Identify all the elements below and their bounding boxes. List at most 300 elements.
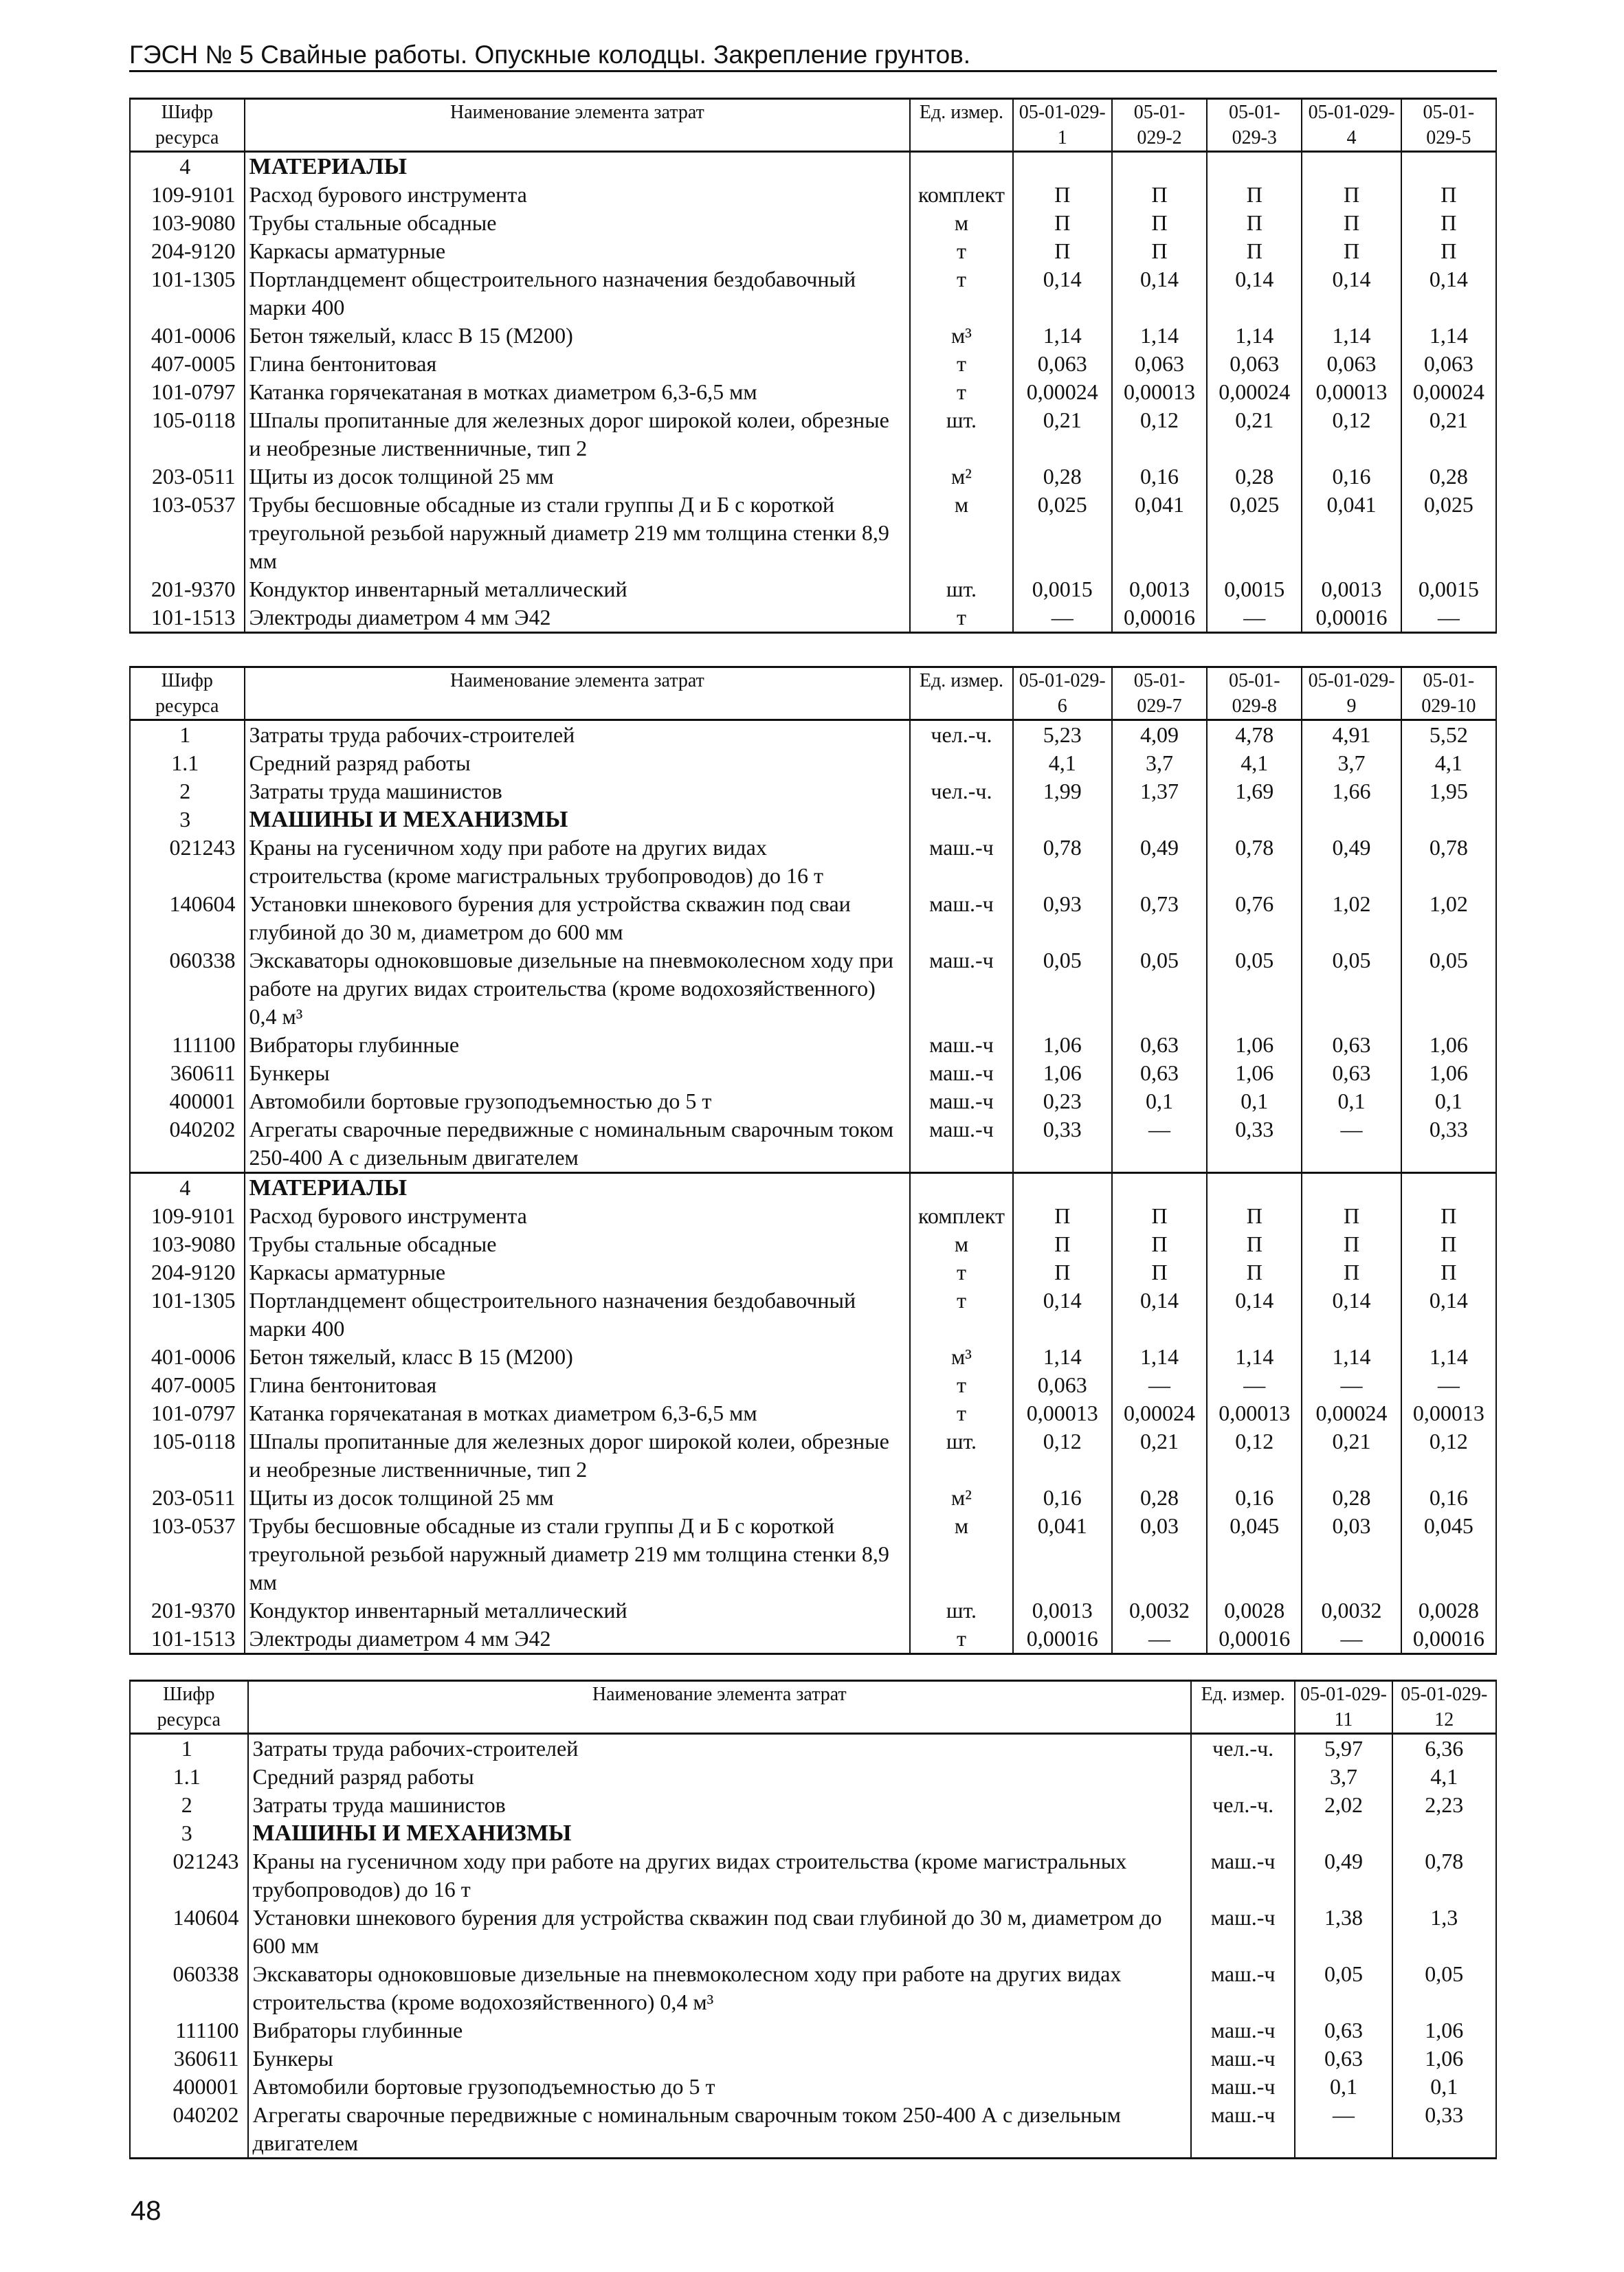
cell-value: 0,045 [1207,1512,1302,1596]
cell-value: 4,1 [1207,749,1302,777]
cell-value: 0,14 [1401,265,1496,322]
cell-code: 2 [130,777,245,805]
cell-code: 140604 [130,890,245,946]
cell-name: Каркасы арматурные [245,237,911,265]
cell-unit: м² [910,1484,1012,1512]
cell-unit: маш.-ч [910,946,1012,1031]
cell-value: П [1401,209,1496,237]
cell-value: 0,063 [1013,1371,1112,1399]
cell-value: 1,14 [1207,322,1302,350]
cell-value: 0,12 [1302,406,1401,463]
cell-unit: т [910,603,1012,633]
cell-value: 0,63 [1112,1031,1207,1059]
cell-code: 4 [130,152,245,181]
cell-name: Бетон тяжелый, класс В 15 (М200) [245,1343,911,1371]
cell-value: 0,16 [1013,1484,1112,1512]
cell-name: Установки шнекового бурения для устройства скважин под сваи глубиной до 30 м, диаметром до 600 мм [248,1904,1191,1960]
cell-value: 1,06 [1013,1059,1112,1087]
cell-value: 0,0015 [1401,575,1496,603]
cell-name: Трубы стальные обсадные [245,1230,911,1258]
cell-value: 0,78 [1013,834,1112,890]
cell-unit: чел.-ч. [1191,1734,1295,1763]
table-row [130,1625,1496,1654]
cell-value [1295,1819,1392,1847]
cell-value: П [1401,1202,1496,1230]
cell-value: 4,1 [1013,749,1112,777]
table-row [130,777,1496,805]
cell-value: П [1112,181,1207,209]
cell-value: 0,33 [1392,2101,1496,2159]
cell-unit: шт. [910,575,1012,603]
cell-unit: маш.-ч [1191,1904,1295,1960]
cell-value: 1,14 [1207,1343,1302,1371]
cell-value: 0,33 [1207,1115,1302,1173]
cell-name: Затраты труда рабочих-строителей [245,720,911,750]
cell-name: Средний разряд работы [245,749,911,777]
cell-value [1112,152,1207,181]
cell-unit: шт. [910,1596,1012,1625]
cell-code: 111100 [130,2016,248,2045]
cell-value: П [1013,209,1112,237]
cell-value: 0,14 [1207,1287,1302,1343]
cell-value: 0,00013 [1013,1399,1112,1427]
cell-value: П [1207,237,1302,265]
table-row [130,720,1496,750]
cell-value: П [1401,181,1496,209]
cell-unit: маш.-ч [910,1115,1012,1173]
cell-value: — [1112,1371,1207,1399]
cell-code: 040202 [130,2101,248,2159]
cell-value: 1,06 [1401,1031,1496,1059]
cell-value: 0,063 [1401,350,1496,378]
cell-unit: шт. [910,406,1012,463]
cell-value: 0,00016 [1401,1625,1496,1654]
cell-name: Вибраторы глубинные [245,1031,911,1059]
cell-name: Бункеры [248,2045,1191,2073]
cell-value: 0,05 [1295,1960,1392,2016]
table-row [130,1763,1496,1791]
cell-value: 0,041 [1302,491,1401,575]
cell-code: 021243 [130,1847,248,1904]
cell-unit: маш.-ч [1191,1847,1295,1904]
cell-value: 0,28 [1302,1484,1401,1512]
cell-code: 060338 [130,1960,248,2016]
cell-value: — [1207,1371,1302,1399]
cell-code: 407-0005 [130,1371,245,1399]
cell-unit: м³ [910,322,1012,350]
cell-value: 0,63 [1295,2045,1392,2073]
cell-value: 0,00016 [1207,1625,1302,1654]
header-norm: 05-01-029-7 [1112,667,1207,720]
cell-value: 0,28 [1401,463,1496,491]
header-norm: 05-01-029-3 [1207,99,1302,152]
cell-value: П [1112,209,1207,237]
cell-name: Вибраторы глубинные [248,2016,1191,2045]
cell-code: 400001 [130,2073,248,2101]
table-row [130,1059,1496,1087]
table-row [130,2045,1496,2073]
cell-value: 0,0032 [1112,1596,1207,1625]
cell-value: 0,28 [1207,463,1302,491]
cell-value: 0,14 [1207,265,1302,322]
cell-value: 0,00013 [1207,1399,1302,1427]
cell-name: Кондуктор инвентарный металлический [245,575,911,603]
cell-value: П [1302,1230,1401,1258]
cell-name: Шпалы пропитанные для железных дорог широкой колеи, обрезные и необрезные лиственничные, тип 2 [245,406,911,463]
header-norm: 05-01-029-1 [1013,99,1112,152]
cell-unit: маш.-ч [1191,1960,1295,2016]
cell-name: Автомобили бортовые грузоподъемностью до 5 т [245,1087,911,1115]
cell-code: 1.1 [130,749,245,777]
cell-code: 021243 [130,834,245,890]
table-row [130,1596,1496,1625]
cell-code: 3 [130,1819,248,1847]
table-row [130,1287,1496,1343]
header-unit: Ед. измер. [1191,1681,1295,1734]
cell-value: 4,09 [1112,720,1207,750]
cell-value: — [1401,603,1496,633]
cell-value: 0,21 [1013,406,1112,463]
table-row [130,1791,1496,1819]
cell-value: 0,12 [1401,1427,1496,1484]
cell-value: П [1302,1258,1401,1287]
table-row [130,265,1496,322]
page-header: ГЭСН № 5 Свайные работы. Опускные колодцы. Закрепление грунтов. [129,40,1497,72]
cell-value: 0,0015 [1207,575,1302,603]
cell-value: 5,52 [1401,720,1496,750]
table-row [130,890,1496,946]
cell-unit: маш.-ч [1191,2045,1295,2073]
cell-value: 0,00013 [1112,378,1207,406]
cell-value: 0,1 [1295,2073,1392,2101]
table-row [130,1904,1496,1960]
cell-value: 0,00024 [1207,378,1302,406]
cell-unit: маш.-ч [1191,2101,1295,2159]
cell-name: МАШИНЫ И МЕХАНИЗМЫ [248,1819,1191,1847]
cell-value: — [1207,603,1302,633]
cell-value: 1,38 [1295,1904,1392,1960]
norms-table-3 [129,1680,1497,2159]
table-row [130,1484,1496,1512]
cell-value: П [1013,1258,1112,1287]
cell-value: 1,14 [1401,322,1496,350]
table-row [130,2016,1496,2045]
cell-value: — [1295,2101,1392,2159]
table-row [130,237,1496,265]
cell-value: 0,49 [1302,834,1401,890]
table-row [130,1399,1496,1427]
cell-value: 1,14 [1302,1343,1401,1371]
cell-value: 1,02 [1401,890,1496,946]
cell-value: 0,00016 [1112,603,1207,633]
cell-value: — [1401,1371,1496,1399]
cell-code: 407-0005 [130,350,245,378]
table-header-row [130,99,1496,152]
cell-value: 0,21 [1401,406,1496,463]
cell-name: Бункеры [245,1059,911,1087]
header-norm: 05-01-029-12 [1392,1681,1496,1734]
cell-code: 109-9101 [130,1202,245,1230]
cell-unit: т [910,1399,1012,1427]
cell-value: П [1013,1230,1112,1258]
cell-value [1401,805,1496,834]
cell-value [1302,805,1401,834]
cell-unit: т [910,1625,1012,1654]
header-unit: Ед. измер. [910,667,1012,720]
cell-value: П [1112,1202,1207,1230]
table-row [130,406,1496,463]
cell-value [1207,805,1302,834]
cell-unit: комплект [910,181,1012,209]
cell-value: 0,063 [1013,350,1112,378]
cell-value: 6,36 [1392,1734,1496,1763]
cell-value: 5,23 [1013,720,1112,750]
cell-value: 0,14 [1401,1287,1496,1343]
cell-value: 1,99 [1013,777,1112,805]
cell-value: 0,21 [1112,1427,1207,1484]
cell-name: Расход бурового инструмента [245,1202,911,1230]
cell-code: 103-0537 [130,1512,245,1596]
cell-value: 1,66 [1302,777,1401,805]
cell-unit: чел.-ч. [910,777,1012,805]
cell-value: 0,78 [1207,834,1302,890]
cell-value [1401,1173,1496,1203]
cell-name: Глина бентонитовая [245,350,911,378]
cell-value: 1,14 [1302,322,1401,350]
cell-code: 360611 [130,1059,245,1087]
cell-name: Электроды диаметром 4 мм Э42 [245,603,911,633]
cell-value: 0,00013 [1401,1399,1496,1427]
cell-value: 1,06 [1392,2045,1496,2073]
cell-value: 0,14 [1013,1287,1112,1343]
cell-code: 1.1 [130,1763,248,1791]
cell-value: 2,02 [1295,1791,1392,1819]
cell-value: 0,12 [1207,1427,1302,1484]
cell-unit [910,749,1012,777]
cell-value: 0,0015 [1013,575,1112,603]
cell-value: 0,00016 [1302,603,1401,633]
cell-value: 0,23 [1013,1087,1112,1115]
cell-code: 201-9370 [130,1596,245,1625]
page-number: 48 [131,2196,162,2226]
cell-value: П [1112,1230,1207,1258]
cell-code: 3 [130,805,245,834]
cell-unit: маш.-ч [910,890,1012,946]
cell-value: 0,063 [1112,350,1207,378]
cell-name: Портландцемент общестроительного назначения бездобавочный марки 400 [245,1287,911,1343]
cell-unit: т [910,237,1012,265]
cell-value: П [1207,1230,1302,1258]
cell-name: Катанка горячекатаная в мотках диаметром 6,3-6,5 мм [245,1399,911,1427]
cell-unit: м [910,209,1012,237]
cell-value: 1,95 [1401,777,1496,805]
cell-value: П [1013,1202,1112,1230]
cell-value: П [1013,237,1112,265]
cell-code: 1 [130,720,245,750]
cell-name: Портландцемент общестроительного назначения бездобавочный марки 400 [245,265,911,322]
cell-value: 0,0032 [1302,1596,1401,1625]
header-unit: Ед. измер. [910,99,1012,152]
cell-name: Средний разряд работы [248,1763,1191,1791]
cell-value: 0,1 [1401,1087,1496,1115]
cell-unit: м [910,1512,1012,1596]
cell-code: 140604 [130,1904,248,1960]
cell-value: П [1207,1258,1302,1287]
table-row [130,1734,1496,1763]
table-row [130,1371,1496,1399]
cell-value [1207,1173,1302,1203]
cell-value: 0,0028 [1401,1596,1496,1625]
cell-value: — [1013,603,1112,633]
cell-value: 0,00024 [1013,378,1112,406]
cell-value: П [1302,181,1401,209]
cell-name: Краны на гусеничном ходу при работе на других видах строительства (кроме магистральных трубопроводов) до 16 т [245,834,911,890]
cell-code: 360611 [130,2045,248,2073]
cell-value: 0,03 [1112,1512,1207,1596]
cell-value: 0,16 [1401,1484,1496,1512]
cell-code: 101-1513 [130,603,245,633]
cell-code: 103-0537 [130,491,245,575]
header-name: Наименование элемента затрат [245,99,911,152]
table-row [130,463,1496,491]
cell-unit: комплект [910,1202,1012,1230]
header-code: Шифр ресурса [130,99,245,152]
cell-name: Автомобили бортовые грузоподъемностью до 5 т [248,2073,1191,2101]
cell-code: 103-9080 [130,209,245,237]
cell-unit: маш.-ч [910,1059,1012,1087]
cell-code: 101-1305 [130,1287,245,1343]
header-norm: 05-01-029-8 [1207,667,1302,720]
cell-value: 0,1 [1112,1087,1207,1115]
section-row [130,152,1496,181]
cell-value: 0,05 [1392,1960,1496,2016]
cell-name: Агрегаты сварочные передвижные с номинальным сварочным током 250-400 А с дизельным двигателем [248,2101,1191,2159]
cell-value: 0,1 [1207,1087,1302,1115]
cell-unit: м³ [910,1343,1012,1371]
table-row [130,350,1496,378]
table-row [130,1031,1496,1059]
cell-value: 0,041 [1013,1512,1112,1596]
cell-value [1302,1173,1401,1203]
table-row [130,1960,1496,2016]
cell-value: 0,12 [1112,406,1207,463]
cell-value: 2,23 [1392,1791,1496,1819]
cell-code: 105-0118 [130,1427,245,1484]
cell-unit: м² [910,463,1012,491]
cell-value [1401,152,1496,181]
cell-value: 0,78 [1401,834,1496,890]
cell-value: 0,33 [1401,1115,1496,1173]
cell-value: 0,14 [1302,1287,1401,1343]
table-row [130,2101,1496,2159]
cell-value: 1,14 [1112,1343,1207,1371]
cell-value: 0,21 [1302,1427,1401,1484]
cell-value: 0,49 [1112,834,1207,890]
header-norm: 05-01-029-2 [1112,99,1207,152]
cell-value: 3,7 [1112,749,1207,777]
cell-code: 401-0006 [130,322,245,350]
cell-name: Трубы бесшовные обсадные из стали группы Д и Б с короткой треугольной резьбой наружный диаметр 219 мм толщина стенки 8,9 мм [245,1512,911,1596]
cell-value: 0,05 [1401,946,1496,1031]
cell-value: 1,06 [1392,2016,1496,2045]
cell-value: П [1401,237,1496,265]
cell-name: Каркасы арматурные [245,1258,911,1287]
cell-unit [910,805,1012,834]
cell-code: 201-9370 [130,575,245,603]
cell-value: 1,06 [1013,1031,1112,1059]
cell-unit: т [910,1371,1012,1399]
cell-name: Шпалы пропитанные для железных дорог широкой колеи, обрезные и необрезные лиственничные, тип 2 [245,1427,911,1484]
cell-value: 0,00024 [1112,1399,1207,1427]
norms-table-2 [129,666,1497,1655]
cell-value: 0,1 [1392,2073,1496,2101]
header-norm: 05-01-029-9 [1302,667,1401,720]
header-code: Шифр ресурса [130,1681,248,1734]
cell-value: 0,0013 [1112,575,1207,603]
cell-value: 1,06 [1207,1031,1302,1059]
cell-value: 1,06 [1401,1059,1496,1087]
cell-value: 0,16 [1207,1484,1302,1512]
cell-value: П [1112,1258,1207,1287]
cell-value: П [1207,1202,1302,1230]
table-header-row [130,1681,1496,1734]
cell-code: 103-9080 [130,1230,245,1258]
table-header-row [130,667,1496,720]
cell-value: 0,00024 [1302,1399,1401,1427]
cell-value: 0,1 [1302,1087,1401,1115]
cell-value: 4,1 [1401,749,1496,777]
cell-value: 0,063 [1207,350,1302,378]
cell-value: 0,05 [1302,946,1401,1031]
table-row [130,834,1496,890]
cell-value: П [1207,181,1302,209]
cell-name: Расход бурового инструмента [245,181,911,209]
cell-name: МАТЕРИАЛЫ [245,1173,911,1203]
cell-code: 111100 [130,1031,245,1059]
cell-name: Экскаваторы одноковшовые дизельные на пневмоколесном ходу при работе на других видах строительства (кроме водохозяйственного) 0,4 м³ [245,946,911,1031]
cell-code: 204-9120 [130,237,245,265]
cell-name: Электроды диаметром 4 мм Э42 [245,1625,911,1654]
table-row [130,1087,1496,1115]
cell-name: Затраты труда машинистов [245,777,911,805]
norms-table-1 [129,98,1497,634]
cell-unit: маш.-ч [1191,2073,1295,2101]
cell-unit: чел.-ч. [1191,1791,1295,1819]
cell-value: — [1302,1625,1401,1654]
cell-value [1112,805,1207,834]
cell-value: 1,14 [1112,322,1207,350]
cell-unit: т [910,350,1012,378]
cell-value [1013,805,1112,834]
cell-code: 401-0006 [130,1343,245,1371]
table-row [130,603,1496,633]
cell-unit: т [910,265,1012,322]
cell-value: 0,041 [1112,491,1207,575]
cell-name: Кондуктор инвентарный металлический [245,1596,911,1625]
cell-name: МАШИНЫ И МЕХАНИЗМЫ [245,805,911,834]
cell-value: 0,63 [1302,1031,1401,1059]
cell-value: — [1302,1371,1401,1399]
table-row [130,2073,1496,2101]
cell-name: Затраты труда машинистов [248,1791,1191,1819]
cell-value: 0,14 [1013,265,1112,322]
header-norm: 05-01-029-5 [1401,99,1496,152]
table-row [130,1258,1496,1287]
table-row [130,1202,1496,1230]
cell-name: Катанка горячекатаная в мотках диаметром 6,3-6,5 мм [245,378,911,406]
cell-value: 5,97 [1295,1734,1392,1763]
cell-code: 060338 [130,946,245,1031]
